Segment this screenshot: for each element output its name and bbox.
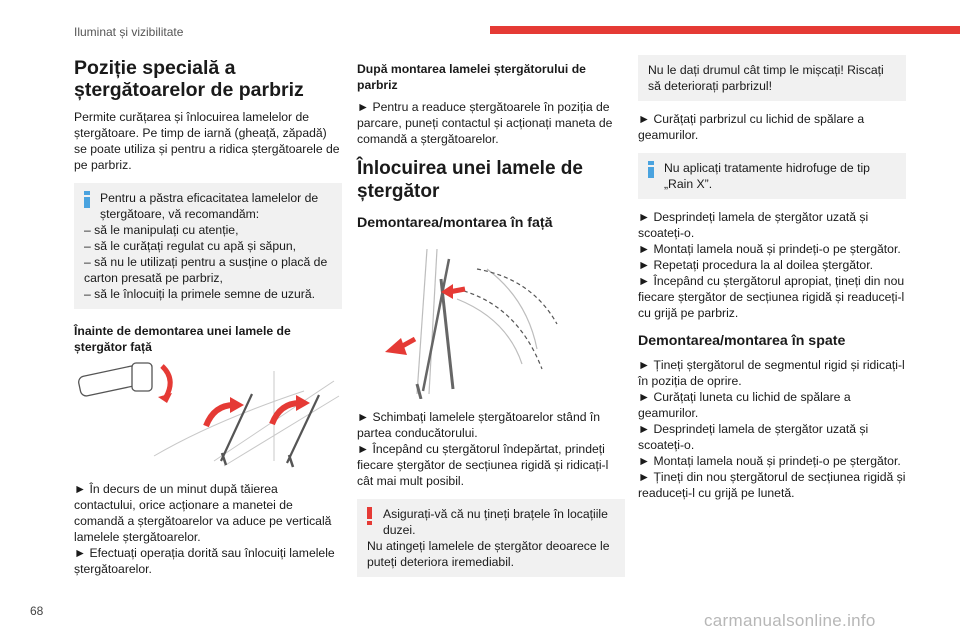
list-item: – să nu le utilizați pentru a susține o placă de carton presată pe parbriz, [84, 255, 328, 285]
list-item: – să le înlocuiți la primele semne de uzură. [84, 287, 316, 301]
section-title: Înlocuirea unei lamele de ștergător [357, 158, 583, 202]
info-box [74, 183, 342, 309]
instruction-step: ► Începând cu ștergătorul îndepărtat, prindeți fiecare ștergător de secțiunea rigidă și ridicați-l cât mai mult posibil. [357, 442, 609, 488]
info-icon [84, 191, 90, 208]
page-number: 68 [30, 604, 44, 618]
info-box-list [84, 222, 334, 302]
subsection-title: Demontarea/montarea în spate [638, 333, 846, 349]
instruction-step: ► Începând cu ștergătorul apropiat, țineți din nou fiecare ștergător de secțiunea rigidă și readuceți-l cu grijă pe parbriz. [638, 274, 905, 320]
instruction-step: ► În decurs de un minut după tăierea contactului, orice acționare a manetei de comandă a ștergătoarelor va aduce pe verticală lamelele ștergătoarelor. [74, 482, 332, 544]
instruction-step: ► Montați lamela nouă și prindeți-o pe ștergător. [638, 242, 901, 256]
instruction-step: ► Efectuați operația dorită sau înlocuiți lamelele ștergătoarelor. [74, 546, 335, 576]
header-accent-bar [490, 26, 960, 34]
info-box-lead: Pentru a păstra eficacitatea lamelelor de ștergătoare, vă recomandăm: [100, 191, 319, 221]
instruction-step: ► Desprindeți lamela de ștergător uzată și scoateți-o. [638, 210, 869, 240]
instruction-step: ► Pentru a readuce ștergătoarele în poziția de parcare, puneți contactul și acționați maneta de comandă a ștergătoarelor. [357, 100, 613, 146]
info-box-text: Nu aplicați tratamente hidrofuge de tip „Rain X”. [664, 161, 870, 191]
subsection-heading: După montarea lamelei ștergătorului de parbriz [357, 62, 586, 92]
column-left [74, 55, 342, 585]
column-middle [357, 55, 625, 587]
front-wiper-illustration [357, 239, 625, 399]
list-item: – să le curățați regulat cu apă și săpun, [84, 239, 297, 253]
column-right [638, 55, 906, 509]
info-box [638, 153, 906, 199]
warning-box-body: Nu atingeți lamelele de ștergător deoarece le puteți deteriora iremediabil. [367, 539, 610, 569]
note-box-text: Nu le dați drumul cât timp le mișcați! Riscați să deteriorați parbrizul! [648, 63, 884, 93]
subsection-title: Demontarea/montarea în față [357, 215, 553, 231]
section-title: Poziție specială a ștergătoarelor de parbriz [74, 57, 304, 101]
info-icon [648, 161, 654, 178]
warning-box [357, 499, 625, 577]
instruction-step: ► Montați lamela nouă și prindeți-o pe ștergător. [638, 454, 901, 468]
section-header: Iluminat și vizibilitate [74, 25, 184, 39]
warning-box-lead: Asigurați-vă că nu țineți brațele în locațiile duzei. [383, 507, 608, 537]
wiper-stalk-illustration [74, 361, 342, 471]
instruction-step: ► Curățați luneta cu lichid de spălare a geamurilor. [638, 390, 851, 420]
instruction-step: ► Țineți din nou ștergătorul de secțiunea rigidă și readuceți-l cu grijă pe lunetă. [638, 470, 906, 500]
instruction-step: ► Desprindeți lamela de ștergător uzată și scoateți-o. [638, 422, 869, 452]
instruction-step: ► Țineți ștergătorul de segmentul rigid și ridicați-l în poziția de oprire. [638, 358, 905, 388]
watermark: carmanualsonline.info [704, 611, 876, 630]
intro-text: Permite curățarea și înlocuirea lamelelor de ștergătoare. Pe timp de iarnă (gheață, zăpadă) se poate utiliza și pentru a ridica ștergătoarele de pe parbriz. [74, 110, 340, 172]
instruction-step: ► Schimbați lamelele ștergătoarelor stând în partea conducătorului. [357, 410, 601, 440]
subsection-heading: Înainte de demontarea unei lamele de ștergător față [74, 324, 291, 354]
instruction-step: ► Curățați parbrizul cu lichid de spălare a geamurilor. [638, 112, 865, 142]
instruction-step: ► Repetați procedura la al doilea ștergător. [638, 258, 873, 272]
note-box [638, 55, 906, 101]
warning-icon [367, 507, 372, 525]
list-item: – să le manipulați cu atenție, [84, 223, 239, 237]
